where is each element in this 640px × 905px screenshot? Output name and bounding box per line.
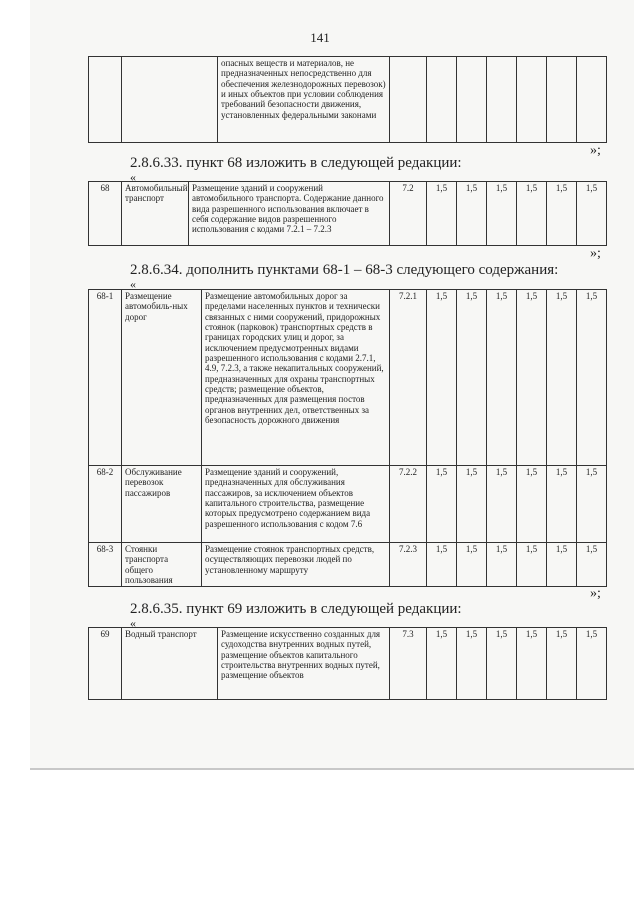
cell: [390, 57, 427, 143]
value-cell: 1,5: [517, 543, 547, 587]
row-code: 7.2.3: [390, 543, 427, 587]
table-section-34: [88, 289, 607, 587]
value-cell: 1,5: [457, 182, 487, 246]
value-cell: 1,5: [427, 182, 457, 246]
table-row: [89, 290, 607, 466]
value-cell: 1,5: [487, 543, 517, 587]
row-name: Стоянки транспорта общего пользования: [122, 543, 202, 587]
value-cell: 1,5: [427, 628, 457, 700]
cell: [457, 57, 487, 143]
value-cell: 1,5: [547, 466, 577, 543]
cell: [122, 57, 218, 143]
cell: [577, 57, 607, 143]
value-cell: 1,5: [577, 466, 607, 543]
section-heading: 2.8.6.33. пункт 68 изложить в следующей редакции:: [130, 155, 462, 171]
value-cell: 1,5: [457, 628, 487, 700]
row-code: 7.2: [390, 182, 427, 246]
row-description: Размещение автомобильных дорог за пределами населенных пунктов и технически связанных с ними сооружений, придорожных стоянок (парковок) транспортных средств в границах городских улиц и дорог, за исключением предусмотренных видами разрешенного использования с кодами 2.7.1, 4.9, 7.2.3, а также некапитальных сооружений, предназначенных для охраны транспортных средств; размещение объектов, предназначенных для размещения постов органов внутренних дел, ответственных за безопасность дорожного движения: [202, 290, 390, 466]
cell: [547, 57, 577, 143]
table-continuation: [88, 56, 607, 143]
value-cell: 1,5: [547, 290, 577, 466]
row-number: 68-2: [89, 466, 122, 543]
cell: [427, 57, 457, 143]
row-code: 7.2.2: [390, 466, 427, 543]
page-number: 141: [310, 30, 330, 45]
value-cell: 1,5: [547, 628, 577, 700]
value-cell: 1,5: [427, 543, 457, 587]
value-cell: 1,5: [517, 182, 547, 246]
row-number: 69: [89, 628, 122, 700]
value-cell: 1,5: [487, 466, 517, 543]
value-cell: 1,5: [517, 466, 547, 543]
value-cell: 1,5: [487, 182, 517, 246]
value-cell: 1,5: [547, 182, 577, 246]
cell: [89, 57, 122, 143]
row-name: Водный транспорт: [122, 628, 218, 700]
row-number: 68: [89, 182, 122, 246]
row-number: 68-1: [89, 290, 122, 466]
row-name: Обслуживание перевозок пассажиров: [122, 466, 202, 543]
value-cell: 1,5: [427, 466, 457, 543]
value-cell: 1,5: [577, 543, 607, 587]
value-cell: 1,5: [487, 628, 517, 700]
table-row: [89, 182, 607, 246]
row-name: Размещение автомобиль-ных дорог: [122, 290, 202, 466]
row-number: 68-3: [89, 543, 122, 587]
value-cell: 1,5: [577, 290, 607, 466]
row-description: Размещение стоянок транспортных средств, осуществляющих перевозки людей по установленному маршруту: [202, 543, 390, 587]
table-row: [89, 466, 607, 543]
row-code: 7.3: [390, 628, 427, 700]
cell: [487, 57, 517, 143]
value-cell: 1,5: [457, 543, 487, 587]
close-quote: »;: [590, 246, 601, 261]
cell: [517, 57, 547, 143]
section-heading: 2.8.6.34. дополнить пунктами 68-1 – 68-3 следующего содержания:: [130, 262, 559, 278]
value-cell: 1,5: [457, 290, 487, 466]
value-cell: 1,5: [547, 543, 577, 587]
value-cell: 1,5: [577, 182, 607, 246]
open-quote: «: [130, 277, 136, 291]
section-heading: 2.8.6.35. пункт 69 изложить в следующей редакции:: [130, 601, 462, 617]
value-cell: 1,5: [427, 290, 457, 466]
value-cell: 1,5: [517, 628, 547, 700]
table-section-35: [88, 627, 607, 700]
table-row: [89, 628, 607, 700]
row-code: 7.2.1: [390, 290, 427, 466]
value-cell: 1,5: [487, 290, 517, 466]
row-description: опасных веществ и материалов, не предназначенных непосредственно для обеспечения железнодорожных перевозок) и иных объектов при условии соблюдения требований безопасности движения, установленных федеральными законами: [218, 57, 390, 143]
value-cell: 1,5: [577, 628, 607, 700]
table-row: [89, 543, 607, 587]
table-section-33: [88, 181, 607, 246]
row-description: Размещение зданий и сооружений, предназначенных для обслуживания пассажиров, за исключением объектов капитального строительства, размещение которых предусмотрено содержанием вида разрешенного использования с кодом 7.6: [202, 466, 390, 543]
row-description: Размещение зданий и сооружений автомобильного транспорта. Содержание данного вида разрешенного использования включает в себя содержание видов разрешенного использования с кодами 7.2.1 – 7.2.3: [189, 182, 390, 246]
row-description: Размещение искусственно созданных для судоходства внутренних водных путей, размещение объектов капитального строительства внутренних водных путей, размещение объектов: [218, 628, 390, 700]
open-quote: «: [130, 616, 136, 630]
close-quote: »;: [590, 586, 601, 601]
value-cell: 1,5: [517, 290, 547, 466]
row-name: Автомобильный транспорт: [122, 182, 189, 246]
open-quote: «: [130, 170, 136, 184]
value-cell: 1,5: [457, 466, 487, 543]
close-quote: »;: [590, 143, 601, 158]
